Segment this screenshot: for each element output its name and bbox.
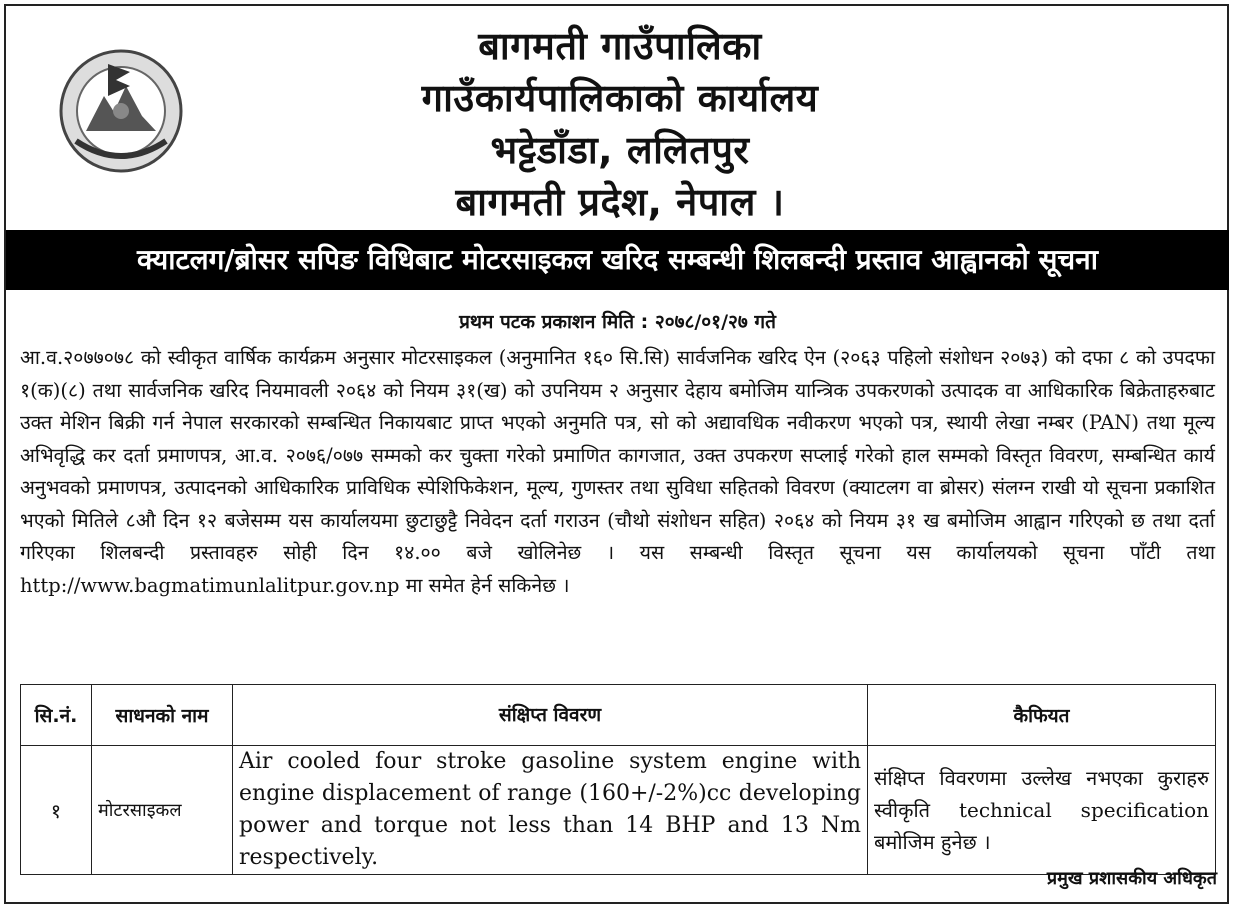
header-remarks: कैफियत	[868, 685, 1216, 746]
header-sn: सि.नं.	[21, 685, 92, 746]
row-name: मोटरसाइकल	[92, 746, 233, 875]
province-country: बागमती प्रदेश, नेपाल ।	[455, 180, 785, 224]
notice-title-banner: क्याटलग/ब्रोसर सपिङ विधिबाट मोटरसाइकल खरिद सम्बन्धी शिलबन्दी प्रस्ताव आह्वानको सूचना	[6, 230, 1229, 290]
table-header-row	[21, 685, 1216, 746]
row-sn: १	[21, 746, 92, 875]
table-row	[21, 746, 1216, 875]
office-location: भट्टेडाँडा, ललितपुर	[490, 128, 750, 172]
row-remarks: संक्षिप्त विवरणमा उल्लेख नभएका कुराहरु स्वीकृति technical specification बमोजिम हुनेछ ।	[868, 746, 1216, 875]
header-description: संक्षिप्त विवरण	[233, 685, 868, 746]
office-header	[300, 20, 940, 228]
publication-date: प्रथम पटक प्रकाशन मिति : २०७८/०१/२७ गते	[459, 311, 776, 333]
header-name: साधनको नाम	[92, 685, 233, 746]
items-table	[20, 684, 1216, 875]
row-description: Air cooled four stroke gasoline system engine with engine displacement of range (160+/-2%)cc developing power and torque not less than 14 BHP and 13 Nm respectively.	[233, 746, 868, 875]
municipality-name: बागमती गाउँपालिका	[478, 24, 762, 68]
signature-title: प्रमुख प्रशासकीय अधिकृत	[1046, 868, 1217, 889]
notice-body: आ.व.२०७७०७८ को स्वीकृत वार्षिक कार्यक्रम अनुसार मोटरसाइकल (अनुमानित १६० सि.सि) सार्वजनिक खरिद ऐन (२०६३ पहिलो संशोधन २०७३) को दफा ८ को उपदफा १(क)(८) तथा सार्वजनिक खरिद नियमावली २०६४ को नियम ३१(ख) को उपनियम २ अनुसार देहाय बमोजिम यान्त्रिक उपकरणको उत्पादक वा आधिकारिक बिक्रेताहरुबाट उक्त मेशिन बिक्री गर्न नेपाल सरकारको सम्बन्धित निकायबाट प्राप्त भएको अनुमति पत्र, सो को अद्यावधिक नवीकरण भएको पत्र, स्थायी लेखा नम्बर (PAN) तथा मूल्य अभिवृद्धि कर दर्ता प्रमाणपत्र, आ.व. २०७६/०७७ सम्मको कर चुक्ता गरेको प्रमाणित कागजात, उक्त उपकरण सप्लाई गरेको हाल सम्मको विस्तृत विवरण, सम्बन्धित कार्य अनुभवको प्रमाणपत्र, उत्पादनको आधिकारिक प्राविधिक स्पेशिफिकेशन, मूल्य, गुणस्तर तथा सुविधा सहितको विवरण (क्याटलग वा ब्रोसर) संलग्न राखी यो सूचना प्रकाशित भएको मितिले ८औ दिन १२ बजेसम्म यस कार्यालयमा छुटाछुट्टै निवेदन दर्ता गराउन (चौथो संशोधन सहित) २०६४ को नियम ३१ ख बमोजिम आह्वान गरिएको छ तथा दर्ता गरिएका शिलबन्दी प्रस्तावहरु सोही दिन १४.०० बजे खोलिनेछ । यस सम्बन्धी विस्तृत सूचना यस कार्यालयको सूचना पाँटी तथा http://www.bagmatimunlalitpur.gov.np मा समेत हेर्न सकिनेछ ।	[20, 346, 1215, 597]
office-name: गाउँकार्यपालिकाको कार्यालय	[421, 76, 819, 120]
nepal-government-emblem-icon	[56, 46, 186, 176]
